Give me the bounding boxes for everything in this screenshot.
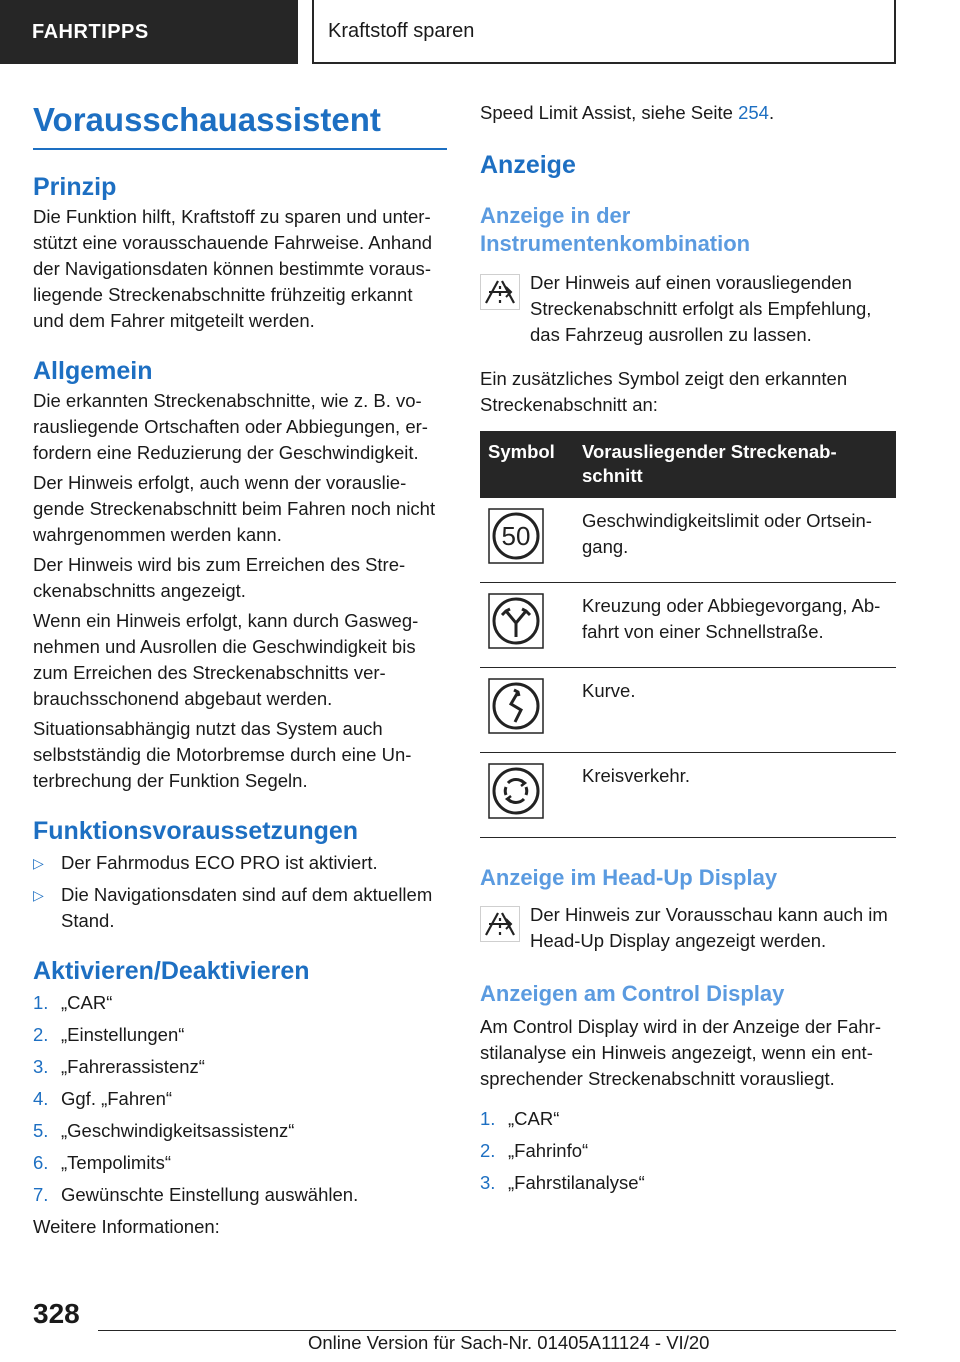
list-item: 2. „Einstellungen“ [33,1024,185,1045]
more-info-text: Weitere Informationen: [33,1216,220,1237]
page-number: 328 [33,1298,80,1329]
header-section [0,0,298,64]
header-chapter [312,0,896,64]
table-cell-description: Kurve. [574,668,896,753]
table-header-section: Vorausliegender Streckenabschnitt [574,431,896,498]
list-item: ▷ Der Fahrmodus ECO PRO ist aktiviert. [33,850,447,876]
footer-divider [98,1330,896,1331]
heading-head-up-display: Anzeige im Head-Up Display [480,865,778,890]
footer-online-version: Online Version für Sach-Nr. 01405A11124 - VI/20 [308,1332,710,1353]
prinzip-text: Die Funktion hilft, Kraftstoff zu sparen und unterstützt eine vorausschauende Fahrweise. Anhand der Navigationsdaten können bestimmte vorausliegende Streckenabschnitte frühzeitig erkannt und dem Fahrer mitgeteilt werden. [33,206,433,331]
control-display-steps [480,1106,896,1196]
table-cell-description: Geschwindigkeitslimit oder Ortseingang. [574,498,896,583]
allgemein-paragraph-4: Wenn ein Hinweis erfolgt, kann durch Gaswegnehmen und Ausrollen die Geschwindigkeit bis zum Erreichen des Streckenabschnitts verbrauchsschonend abgebaut werden. [33,610,419,709]
list-item: 2. „Fahrinfo“ [480,1140,589,1161]
hud-note [480,902,896,954]
table-header-row [480,431,896,498]
curve-icon [488,678,544,734]
header-chapter-label: Kraftstoff sparen [328,19,475,42]
activation-steps [33,990,447,1208]
allgemein-paragraph-5: Situationsabhängig nutzt das System auch selbstständig die Motorbremse durch eine Unterbrechung der Funktion Segeln. [33,718,412,791]
header-section-label: FAHRTIPPS [32,20,149,43]
allgemein-paragraph-3: Der Hinweis wird bis zum Erreichen des Streckenabschnitts angezeigt. [33,554,406,601]
list-item: 4. Ggf. „Fahren“ [33,1088,173,1109]
symbol-table [480,431,896,838]
table-header-symbol: Symbol [480,431,574,498]
list-item: 5. „Geschwindigkeitsassistenz“ [33,1120,295,1141]
list-item: 6. „Tempolimits“ [33,1152,171,1173]
heading-aktivieren-deaktivieren: Aktivieren/Deaktivieren [33,957,310,985]
table-row [480,583,896,668]
list-item: 3. „Fahrstilanalyse“ [480,1172,645,1193]
table-cell-description: Kreuzung oder Abbiegevorgang, Abfahrt von einer Schnellstraße. [574,583,896,668]
junction-icon [488,593,544,649]
list-item: 1. „CAR“ [33,992,113,1013]
table-row [480,498,896,583]
table-row [480,668,896,753]
page-reference-link[interactable]: 254 [738,102,769,123]
heading-control-display: Anzeigen am Control Display [480,981,785,1006]
speed-limit-reference: Speed Limit Assist, siehe Seite 254. [480,102,775,123]
requirements-list [33,850,447,934]
coasting-road-icon [480,906,520,942]
list-item: 3. „Fahrerassistenz“ [33,1056,205,1077]
list-item: 1. „CAR“ [480,1108,560,1129]
heading-funktionsvoraussetzungen: Funktionsvoraussetzungen [33,817,359,845]
roundabout-icon [488,763,544,819]
list-item: ▷ Die Navigationsdaten sind auf dem aktuellem Stand. [33,884,433,931]
page-title: Vorausschauassistent [33,100,447,150]
speed-limit-value: 50 [501,521,531,551]
bullet-triangle-icon: ▷ [33,887,44,903]
list-item: 7. Gewünschte Einstellung auswählen. [33,1184,359,1205]
kombi-paragraph-2: Ein zusätzliches Symbol zeigt den erkannten Streckenabschnitt an: [480,368,848,415]
allgemein-paragraph-1: Die erkannten Streckenabschnitte, wie z. B. vorausliegende Ortschaften oder Abbiegungen, erfordern eine Reduzierung der Geschwindigkeit. [33,390,428,463]
heading-allgemein: Allgemein [33,357,153,385]
speed-limit-icon [488,508,544,564]
kombi-note [480,270,896,348]
bullet-triangle-icon: ▷ [33,855,44,871]
heading-instrumentenkombination: Anzeige in der Instrumentenkombination [480,203,751,256]
left-column [33,100,447,1240]
control-display-text: Am Control Display wird in der Anzeige der Fahrstilanalyse ein Hinweis angezeigt, wenn ein entsprechender Streckenabschnitt vorausliegt. [480,1016,882,1089]
heading-anzeige: Anzeige [480,151,576,179]
coasting-road-icon [480,274,520,310]
kombi-note-text: Der Hinweis auf einen vorausliegenden Streckenabschnitt erfolgt als Empfehlung, das Fahrzeug ausrollen zu lassen. [530,272,872,345]
right-column [480,100,896,1196]
table-cell-description: Kreisverkehr. [574,753,896,838]
allgemein-paragraph-2: Der Hinweis erfolgt, auch wenn der vorausliegende Streckenabschnitt beim Fahren noch nicht wahrgenommen werden kann. [33,472,436,545]
table-row [480,753,896,838]
heading-prinzip: Prinzip [33,173,117,201]
hud-note-text: Der Hinweis zur Vorausschau kann auch im Head-Up Display angezeigt werden. [530,904,888,951]
